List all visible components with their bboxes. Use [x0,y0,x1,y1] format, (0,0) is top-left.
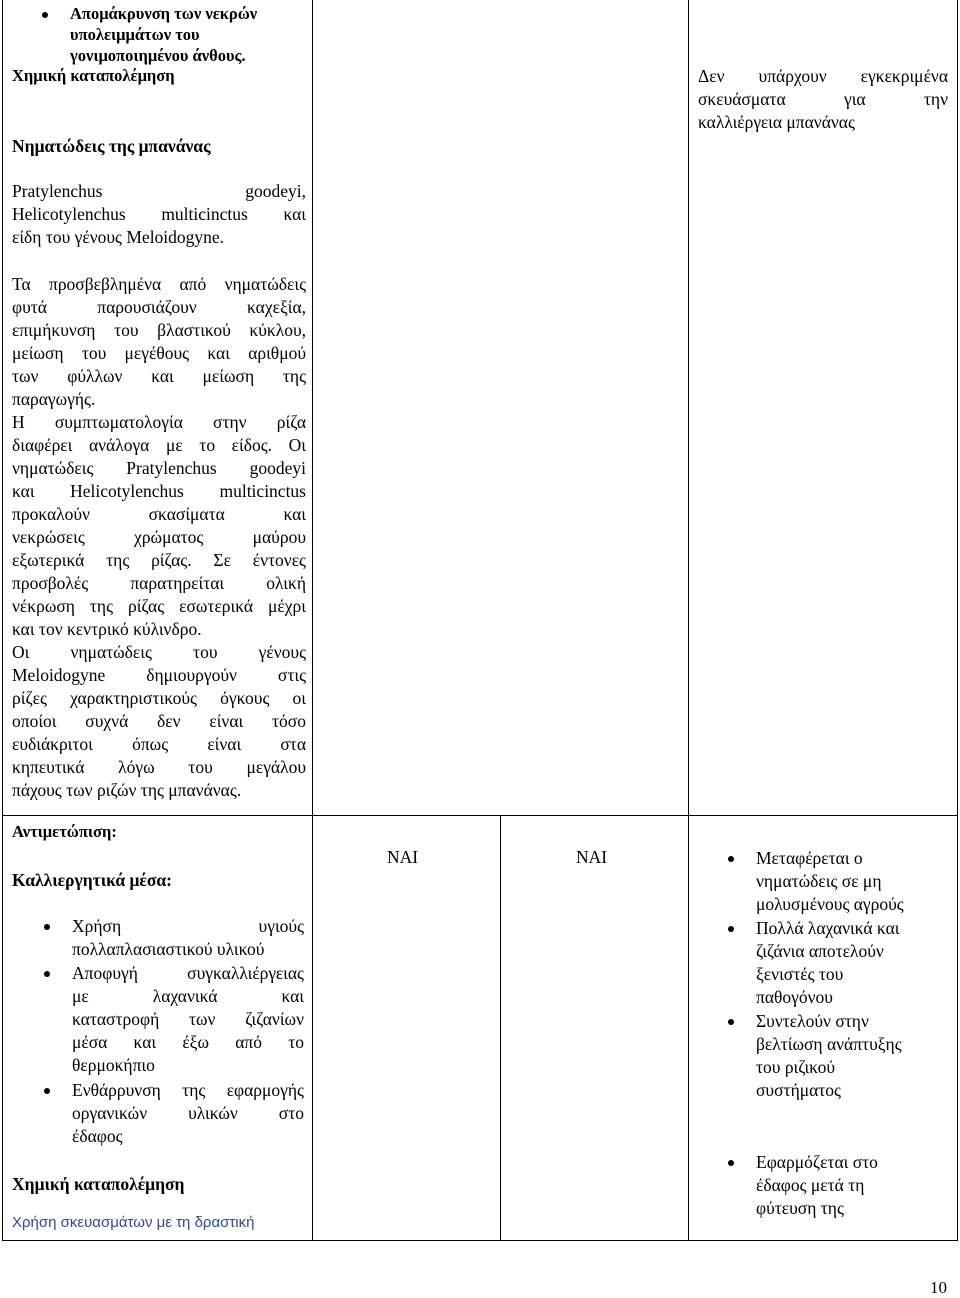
text-line: ζιζάνια αποτελούν [756,941,884,961]
text-line: Εφαρμόζεται στο [756,1152,878,1172]
text-line: επιμήκυνση του βλαστικού κύκλου, [12,320,306,340]
species-name-a: Pratylenchus [12,181,103,201]
text-line: οποίοι συχνά δεν είναι τόσο [12,711,306,731]
text-line: φύτευση της [756,1198,844,1218]
text-line: παθογόνου [756,987,833,1007]
text-line: νέκρωση της ρίζας εσωτερικά μέχρι [12,596,306,616]
cultural-item-1 [72,915,304,961]
table-border-bottom [2,1240,958,1241]
bullet-icon [728,856,734,862]
applicability-yes-col2: ΝΑΙ [387,847,419,867]
table-row-divider [2,815,958,816]
text-line: καταστροφή των ζιζανίων [72,1009,304,1029]
text-line: κηπευτικά λόγω του μεγάλου [12,757,306,777]
no-approved-products-note [698,65,948,134]
species-line-3: είδη του γένους Meloidogyne. [12,227,225,247]
text-line: Τα προσβεβλημένα από νηματώδεις [12,274,306,294]
text-line: των φύλλων και μείωση της [12,366,306,386]
text-line: διαφέρει ανάλογα με το είδος. Οι [12,435,306,455]
bullet-icon [728,1160,734,1166]
nematodes-heading: Νηματώδεις της μπανάνας [12,136,211,156]
text-line: μέσα και έξω από το [72,1032,304,1052]
text-line: Δεν υπάρχουν εγκεκριμένα [698,66,948,86]
text-line: υπολειμμάτων του [70,25,200,44]
cultural-methods-heading: Καλλιεργητικά μέσα: [12,870,172,890]
applicability-yes-col3: ΝΑΙ [576,847,608,867]
text-line: προκαλούν σκασίματα και [12,504,306,524]
remove-dead-residues-item [70,3,300,66]
text-line: Απομάκρυνση των νεκρών [70,4,258,23]
text-line: πάχους των ριζών της μπανάνας. [12,780,242,800]
text-line: προσβολές παρατηρείται ολική [12,573,306,593]
chemical-control-label: Χημική καταπολέμηση [12,66,175,85]
text-line: βελτίωση ανάπτυξης [756,1034,902,1054]
cultural-item-2 [72,962,304,1077]
table-divider-col2 [500,815,501,1240]
text-line: θερμοκήπιο [72,1055,155,1075]
chemical-products-line: Χρήση σκευασμάτων με τη δραστική [12,1214,255,1231]
text-line: συστήματος [756,1080,841,1100]
text-line: φυτά παρουσιάζουν καχεξία, [12,297,306,317]
text-line: Πολλά λαχανικά και [756,918,900,938]
text-line: Συντελούν στην [756,1011,869,1031]
text-line: Η συμπτωματολογία στην ρίζα [12,412,306,432]
text-line: Μεταφέρεται ο [756,848,863,868]
species-line-1 [12,180,306,203]
text-line: ευδιάκριτοι όπως είναι στα [12,734,306,754]
text-line: και τον κεντρικό κύλινδρο. [12,619,202,639]
cultural-item-3 [72,1079,304,1148]
text-line: οργανικών υλικών στο [72,1103,304,1123]
text-line: εξωτερικά της ρίζας. Σε έντονες [12,550,306,570]
note-item-2 [756,917,951,1009]
text-line: Χρήση υγιούς [72,916,304,936]
text-line: και Helicotylenchus multicinctus [12,481,306,501]
species-name-b: goodeyi, [245,181,306,201]
note-item-4 [756,1151,951,1220]
page-number: 10 [930,1278,947,1297]
table-border-right [957,0,958,1240]
bullet-icon [44,924,50,930]
text-line: μολυσμένους αγρούς [756,894,904,914]
text-line: σκευάσματα για την [698,89,948,109]
text-line: Αποφυγή συγκαλλιέργειας [72,963,304,983]
text-line: Meloidogyne δημιουργούν στις [12,665,306,685]
text-line: νεκρώσεις χρώματος μαύρου [12,527,306,547]
text-line: έδαφος μετά τη [756,1175,865,1195]
symptoms-paragraph [12,273,306,802]
bullet-icon [44,971,50,977]
chemical-control-heading: Χημική καταπολέμηση [12,1174,185,1194]
text-line: ξενιστές του [756,964,844,984]
bullet-icon [728,1019,734,1025]
text-line: έδαφος [72,1126,123,1146]
text-line: Οι νηματώδεις του γένους [12,642,306,662]
species-line-2: Helicotylenchus multicinctus και [12,204,306,224]
note-item-1 [756,847,951,916]
text-line: του ριζικού [756,1057,836,1077]
table-divider-col3 [688,0,689,1240]
text-line: νηματώδεις Pratylenchus goodeyi [12,458,306,478]
text-line: νηματώδεις σε μη [756,871,882,891]
text-line: μείωση του μεγέθους και αριθμού [12,343,306,363]
text-line: γονιμοποιημένου άνθους. [70,46,246,65]
text-line: ρίζες χαρακτηριστικούς όγκους οι [12,688,306,708]
bullet-icon [728,926,734,932]
text-line: καλλιέργεια μπανάνας [698,112,855,132]
text-line: παραγωγής. [12,389,96,409]
table-divider-col1 [312,0,313,1240]
bullet-icon [44,1088,50,1094]
table-border-left [2,0,3,1240]
text-line: πολλαπλασιαστικού υλικού [72,939,265,959]
bullet-icon [42,12,48,18]
treatment-heading: Αντιμετώπιση: [12,822,117,841]
note-item-3 [756,1010,951,1102]
text-line: με λαχανικά και [72,986,304,1006]
text-line: Ενθάρρυνση της εφαρμογής [72,1080,304,1100]
